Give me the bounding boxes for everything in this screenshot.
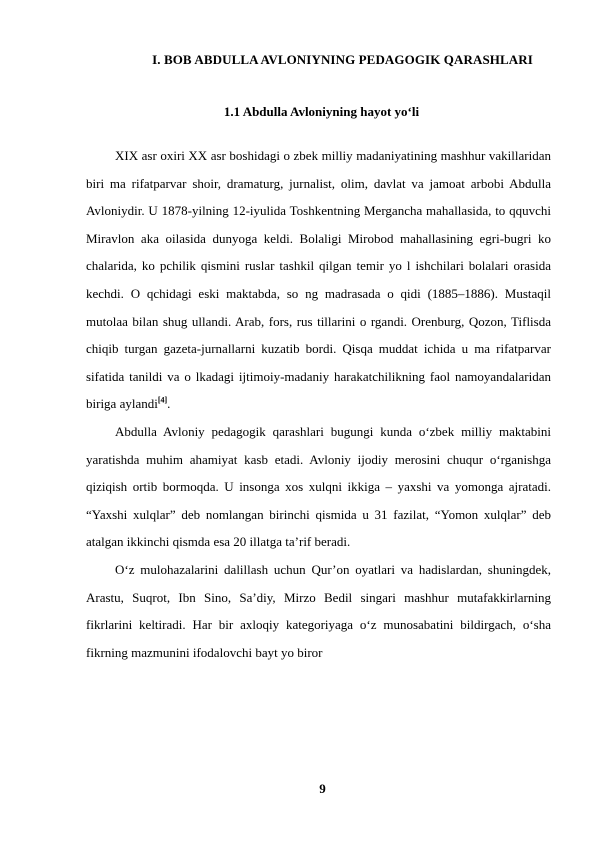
paragraph-text: O‘z mulohazalarini dalillash uchun Qur’on oyatlari va hadislardan, shuningdek, Arastu, Suqrot, Ibn Sino, Sa’diy, Mirzo Bedil singari mashhur mutafakkirlarning fikrlarini keltiradi. Har bir axloqiy kategoriyaga o‘z munosabatini bildirgach, o‘sha fikrning mazmunini ifodalovchi bayt yo biror xyxy=(86,561,551,660)
paragraph-text: Abdulla Avloniy pedagogik qarashlari bugungi kunda o‘zbek milliy maktabini yaratishda muhim ahamiyat kasb etadi. Avloniy ijodiy merosini chuqur o‘rganishga qiziqish ortib bormoqda. U insonga xos xulqni ikkiga – yaxshi va yomonga ajratadi. “Yaxshi xulqlar” deb nomlangan birinchi qismida u 31 fazilat, “Yomon xulqlar” deb atalgan ikkinchi qismda esa 20 illatga ta’rif beradi. xyxy=(86,423,551,550)
chapter-title: I. BOB ABDULLA AVLONIYNING PEDAGOGIK QARASHLARI xyxy=(152,52,533,67)
paragraph-pedagogy xyxy=(86,418,551,556)
paragraph-text: XIX asr oxiri XX asr boshidagi o zbek milliy madaniyatining mashhur vakillaridan biri ma rifatparvar shoir, dramaturg, jurnalist, olim, davlat va jamoat arbobi Abdulla Avloniydir. U 1878-yilning 12-iyulida Toshkentning Mergancha mahallasida, to qquvchi Miravlon aka oilasida dunyoga keldi. Bolaligi Mirobod mahallasining egri-bugri ko chalarida, ko pchilik qismini ruslar tashkil qilgan temir yo l ishchilari bolalari orasida kechdi. O qchidagi eski maktabda, so ng madrasada o qidi (1885–1886). Mustaqil mutolaa bilan shug ullandi. Arab, fors, rus tillarini o rgandi. Orenburg, Qozon, Tiflisda chiqib turgan gazeta-jurnallarni kuzatib bordi. Qisqa muddat ichida u ma rifatparvar sifatida tanildi va o lkadagi ijtimoiy-madaniy harakatchilikning faol namoyandalaridan biriga aylandi xyxy=(86,148,551,412)
paragraph-sources xyxy=(86,556,551,666)
paragraph-end: . xyxy=(167,396,171,412)
page-number: 9 xyxy=(319,781,326,796)
citation-reference: [4] xyxy=(157,396,168,406)
section-title: 1.1 Abdulla Avloniyning hayot yo‘li xyxy=(223,104,420,119)
body-text xyxy=(86,142,551,666)
paragraph-biography xyxy=(86,142,551,418)
